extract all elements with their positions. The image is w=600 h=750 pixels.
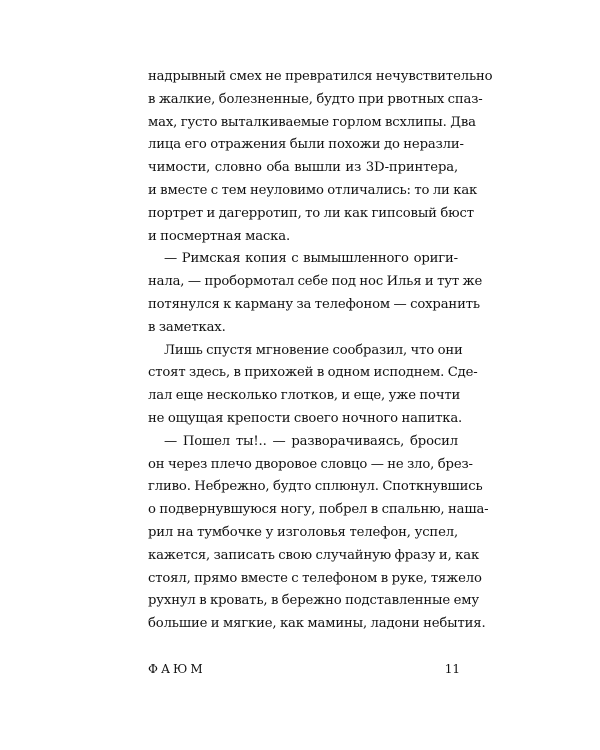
text-line: о подвернувшуюся ногу, побрел в спальню, наша-	[148, 502, 489, 518]
text-line: — Римская копия с вымышленного ориги-	[164, 251, 458, 267]
text-line: гливо. Небрежно, будто сплюнул. Споткнувшись	[148, 479, 483, 495]
text-line: Лишь спустя мгновение сообразил, что они	[164, 342, 463, 358]
text-line: лица его отражения были похожи до неразли-	[148, 137, 464, 153]
text-line: и посмертная маска.	[148, 228, 291, 244]
text-line: в заметках.	[148, 319, 226, 335]
page-number: 11	[444, 662, 460, 676]
text-line: стоял, прямо вместе с телефоном в руке, тяжело	[148, 570, 482, 586]
text-line: кажется, записать свою случайную фразу и, как	[148, 547, 480, 563]
text-line: потянулся к карману за телефоном — сохранить	[148, 296, 480, 312]
text-line: портрет и дагерротип, то ли как гипсовый бюст	[148, 205, 474, 221]
text-line: надрывный смех не превратился нечувствительно	[148, 69, 493, 84]
text-line: — Пошел ты!.. — разворачиваясь, бросил	[164, 433, 458, 449]
running-footer-title: ФАЮМ	[148, 662, 206, 676]
text-line: в жалкие, болезненные, будто при рвотных спаз-	[148, 91, 483, 107]
text-line: нала, — пробормотал себе под нос Илья и тут же	[148, 274, 483, 290]
text-line: стоят здесь, в прихожей в одном исподнем. Сде-	[148, 365, 478, 381]
text-line: рил на тумбочке у изголовья телефон, успел,	[148, 524, 458, 540]
text-line: чимости, словно оба вышли из 3D-принтера,	[148, 160, 458, 176]
body-text	[148, 66, 493, 636]
text-line: не ощущая крепости своего ночного напитка.	[148, 410, 463, 426]
text-line: лал еще несколько глотков, и еще, уже почти	[148, 388, 461, 404]
text-line: и вместе с тем неуловимо отличались: то ли как	[148, 182, 478, 198]
text-line: он через плечо дворовое словцо — не зло, брез-	[148, 456, 473, 472]
text-line: большие и мягкие, как мамины, ладони небытия.	[148, 616, 486, 632]
text-line: мах, густо выталкиваемые горлом всхлипы. Два	[148, 114, 476, 130]
text-line: рухнул в кровать, в бережно подставленные ему	[148, 593, 479, 609]
